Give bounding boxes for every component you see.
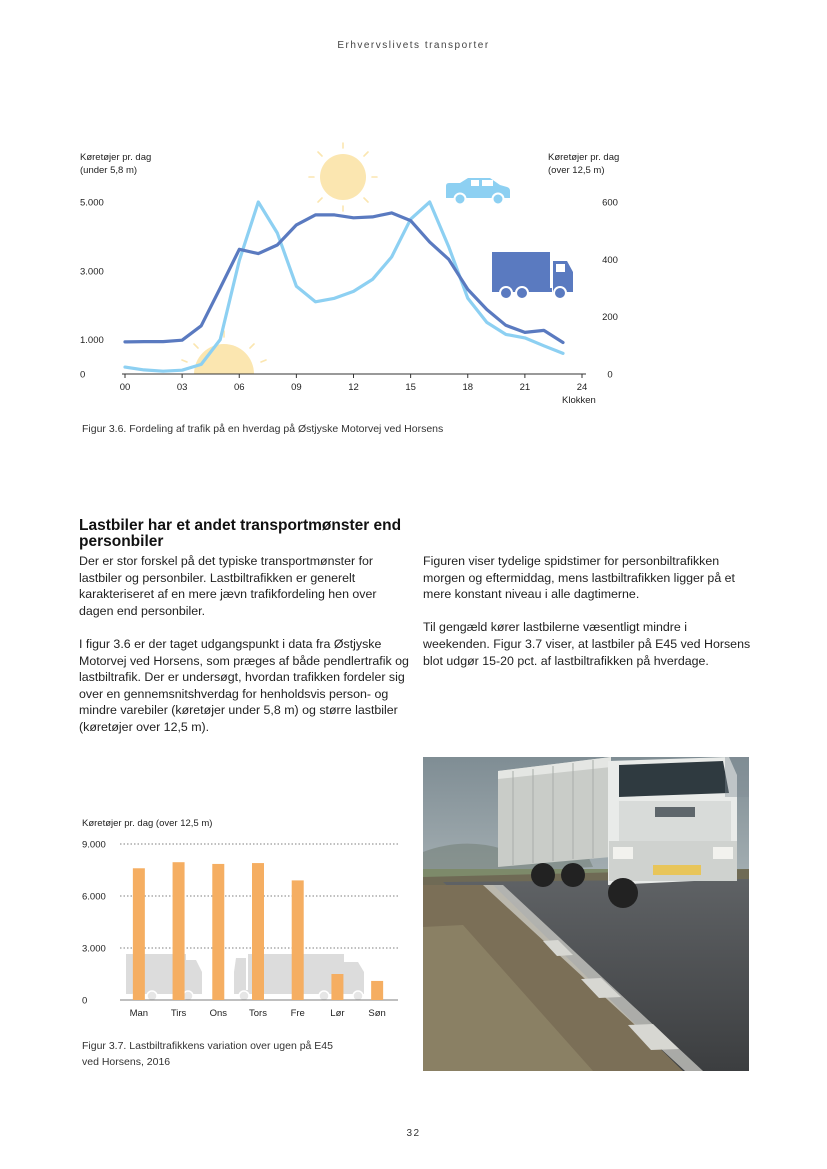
text-column-left (79, 553, 409, 752)
right-axis-label-line1: Køretøjer pr. dag (548, 152, 620, 163)
left-tick-label: 3.000 (80, 266, 104, 278)
right-tick-label: 0 (607, 369, 613, 381)
left-tick-label: 5.000 (80, 197, 104, 209)
bar-fre (292, 880, 304, 1000)
paragraph: I figur 3.6 er der taget udgangspunkt i data fra Østjyske Motorvej ved Horsens, som præges af både pendlertrafik og lastbiltrafik. Der er undersøgt, hvordan trafikken fordeler sig over en gennemsnitshverdag for henholdsvis person- og mindre varebiler (køretøjer under 5,8 m) og større lastbiler (køretøjer over 12,5 m). (79, 636, 409, 734)
x-category-label: Ons (209, 1008, 228, 1019)
left-axis-label-line2: (under 5,8 m) (80, 165, 138, 176)
y-tick-label: 3.000 (82, 943, 106, 955)
running-title: Erhvervslivets transporter (337, 40, 490, 51)
paragraph: Der er stor forskel på det typiske transportmønster for lastbiler og personbiler. Lastbiltrafikken er generelt karakteriseret af en mere jævn trafikfordeling hen over dagen end personbiler. (79, 554, 377, 618)
x-tick-label: 00 (119, 382, 131, 393)
x-category-label: Lør (330, 1008, 345, 1019)
y-axis-label: Køretøjer pr. dag (over 12,5 m) (82, 818, 213, 829)
y-tick-label: 6.000 (82, 891, 106, 903)
bar-man (133, 868, 145, 1000)
section-heading: Lastbiler har et andet transportmønster end personbiler (79, 517, 402, 550)
paragraph: Figuren viser tydelige spidstimer for personbiltrafikken morgen og eftermiddag, mens lastbiltrafikken ligger på et mere konstant niveau i alle dagtimerne. (423, 554, 735, 602)
figure-3-6-caption: Figur 3.6. Fordeling af trafik på en hverdag på Østjyske Motorvej ved Horsens (82, 423, 444, 435)
right-tick-label: 200 (602, 312, 618, 324)
bar-lør (331, 974, 343, 1000)
x-category-label: Man (129, 1008, 149, 1019)
left-tick-label: 0 (80, 369, 86, 381)
caption-line: Figur 3.7. Lastbiltrafikkens variation over ugen på E45 (82, 1040, 333, 1052)
figure-3-7-caption (82, 1038, 333, 1070)
x-tick-label: 15 (405, 382, 416, 393)
bar-søn (371, 981, 383, 1000)
x-tick-label: 03 (176, 382, 188, 393)
page-number: 32 (406, 1128, 421, 1139)
x-tick-label: 12 (348, 382, 359, 393)
caption-line: ved Horsens, 2016 (82, 1056, 171, 1068)
x-tick-label: 21 (519, 382, 531, 393)
text-column-right (423, 553, 753, 686)
bar-ons (212, 864, 224, 1000)
x-category-label: Tirs (170, 1008, 187, 1019)
left-tick-label: 1.000 (80, 335, 104, 347)
x-tick-label: 24 (576, 382, 588, 393)
x-tick-label: 09 (291, 382, 302, 393)
weekly-bar-chart (78, 812, 408, 1027)
x-tick-label: 06 (233, 382, 245, 393)
truck-icon (492, 252, 573, 299)
right-tick-label: 600 (602, 197, 618, 209)
y-tick-label: 9.000 (82, 839, 106, 851)
x-category-label: Fre (290, 1008, 305, 1019)
bar-tirs (173, 862, 185, 1000)
paragraph: Til gengæld kører lastbilerne væsentligt mindre i weekenden. Figur 3.7 viser, at lastbiler på E45 ved Horsens blot udgør 15-20 pct. af lastbiltrafikken på hverdage. (423, 620, 751, 668)
truck-photo (423, 757, 749, 1071)
bar-tors (252, 863, 264, 1000)
x-axis-label: Klokken (562, 395, 596, 406)
right-axis-label-line2: (over 12,5 m) (548, 165, 605, 176)
traffic-line-chart (70, 140, 640, 410)
car-icon (446, 178, 510, 205)
left-axis-label-line1: Køretøjer pr. dag (80, 152, 152, 163)
y-tick-label: 0 (82, 995, 88, 1007)
right-tick-label: 400 (602, 254, 618, 266)
x-category-label: Tors (249, 1008, 267, 1019)
x-tick-label: 18 (462, 382, 474, 393)
x-category-label: Søn (368, 1008, 386, 1019)
sun-icon (309, 143, 377, 211)
